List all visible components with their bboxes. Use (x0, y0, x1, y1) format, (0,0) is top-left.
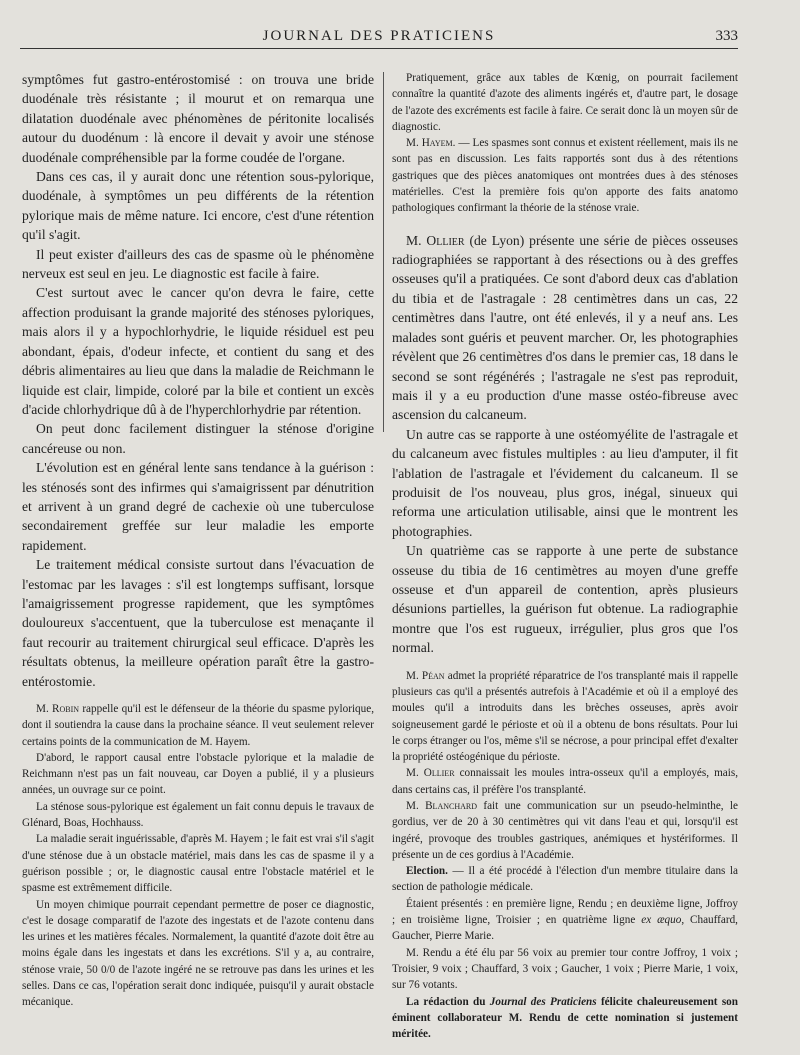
paragraph: C'est surtout avec le cancer qu'on devra le faire, cette affection produisant la grande majorité des sténoses pyloriques, mais alors il y a hypochlorhydrie, le liquide résiduel est peu abondant, épais, d'odeur infecte, et contient du sang et des débris alimentaires au lieu que dans la maladie de Reichmann le liquide est clair, limpide, coloré par la bile et contient un excès d'acide chlorhydrique dû à de l'hyperchlorhydrie par rétention. (22, 285, 374, 417)
section-label: Election. (406, 865, 448, 878)
paragraph: symptômes fut gastro-entérostomisé : on trouva une bride duodénale très résistante ; il mourut et on remarqua une dilatation duodénale avec phénomènes de péritonite localisés autour du duodénum : là encore il devait y avoir une sténose duodénale compréhensible par la forme coudée de l'organe. (22, 72, 374, 165)
discussion-paragraph: M. Blanchard fait une communication sur un pseudo-helminthe, le gordius, ver de 20 à 30 centimètres qui vit dans l'eau et qui, lorsqu'il est ingéré, provoque des troubles gastriques, anémiques et hystériformes. Il présente un de ces gordius à l'Académie. (392, 799, 738, 861)
speaker-name: M. Robin (36, 703, 80, 715)
speaker-name: M. Hayem. (406, 137, 456, 150)
discussion-paragraph: La maladie serait inguérissable, d'après M. Hayem ; le fait est vrai s'il s'agit d'une sténose due à un obstacle matériel, mais dans les cas de spasme il y a guérison possible ; or, le diagnostic causal entre l'obstacle matériel et le spasme est extrêmement difficile. (22, 833, 374, 895)
discussion-paragraph: M. Péan admet la propriété réparatrice de l'os transplanté mais il rappelle plusieurs cas qu'il a présentés autrefois à l'Académie et où il a employé des moules qu'il a introduits dans les brèches osseuses, après avoir soigneusement gardé le périoste et où il a obtenu de bons résultats. Pour lui le corps étranger ou l'os, même s'il se nécrose, a pour principal effet d'exalter la propriété ostéogénique du périoste. (392, 669, 738, 764)
speaker-name: M. Ollier (406, 767, 455, 780)
election-paragraph: Election. — Il a été procédé à l'élection d'un membre titulaire dans la section de pathologie médicale. (392, 865, 738, 894)
journal-title: JOURNAL DES PRATICIENS (262, 28, 496, 44)
discussion-paragraph: Étaient présentés : en première ligne, Rendu ; en deuxième ligne, Joffroy ; en troisième ligne, Troisier ; en quatrième ligne ex æquo, Chauffard, Gaucher, Pierre Marie. (392, 897, 738, 943)
paragraph: Un quatrième cas se rapporte à une perte de substance osseuse du tibia de 16 centimètres au moyen d'une greffe osseuse et d'un appareil de contention, après plusieurs désunions partielles, la guérison fut obtenue. La radiographie montre que l'os est rugueux, irrégulier, plus gros que l'os normal. (392, 543, 738, 656)
speaker-name: M. Blanchard (406, 799, 478, 812)
paragraph: L'évolution est en général lente sans tendance à la guérison : les sténosés sont des infirmes qui s'amaigrissent par dénutrition et arrivent à un grand degré de cachexie où une tuberculose secondairement greffée sur leur maladie les emporte rapidement. (22, 460, 374, 553)
discussion-paragraph: M. Rendu a été élu par 56 voix au premier tour contre Joffroy, 1 voix ; Troisier, 9 voix ; Chauffard, 3 voix ; Gaucher, 1 voix ; Pierre Marie, 1 voix, sur 76 votants. (392, 946, 738, 992)
discussion-paragraph: La sténose sous-pylorique est également un fait connu depuis le travaux de Glénard, Boas, Hochhauss. (22, 800, 374, 830)
paragraph: Un autre cas se rapporte à une ostéomyélite de l'astragale et du calcaneum avec fistules multiples : au lieu d'amputer, il fit l'ablation de l'astragale et l'évidement du calcaneum. Il se produisit de l'os nouveau, plus gros, inégal, sinueux qui reforma une articulation utilisable, ainsi que le montrent les photographies. (392, 426, 738, 539)
discussion-paragraph: M. Hayem. — Les spasmes sont connus et existent réellement, mais ils ne sont pas en discussion. Les faits rapportés sont dus à des rétentions gastriques que des pièces anatomiques ont montrées dues à des sténoses matérielles. C'est la première fois qu'on apporte des faits anatomo pathologiques confirmant la théorie de la sténose vraie. (392, 137, 738, 215)
discussion-paragraph: Pratiquement, grâce aux tables de Kœnig, on pourrait facilement connaître la quantité d'azote des aliments ingérés et, d'autre part, le dosage de l'azote des excréments est facile à faire. Ce serait donc là un moyen sûr de diagnostic. (392, 72, 738, 133)
speaker-name: M. Ollier (406, 232, 465, 248)
left-column (22, 70, 374, 1011)
right-column (392, 70, 738, 1042)
speaker-name: M. Péan (406, 669, 445, 682)
paragraph: Dans ces cas, il y aurait donc une rétention sous-pylorique, duodénale, à symptômes un peu différents de la rétention pylorique mais de même nature. Ici encore, c'est d'une rétention qu'il s'agit. (22, 169, 374, 243)
discussion-paragraph: Un moyen chimique pourrait cependant permettre de poser ce diagnostic, c'est le dosage comparatif de l'azote des ingestats et de l'azote contenu dans les urines et les matières fécales. Normalement, la quantité d'azote doit être au moins égale dans les ingestats et dans les excrétions. S'il y a, au contraire, sténose vraie, 50 0/0 de l'azote ingéré ne se retrouve pas dans les urines et les selles. Dans ce cas, l'opération serait donc indiquée, puisqu'il y aurait obstacle mécanique. (22, 898, 374, 1009)
page-number: 333 (715, 28, 738, 44)
running-header (20, 24, 738, 49)
column-divider (383, 72, 384, 432)
discussion-paragraph: M. Ollier connaissait les moules intra-osseux qu'il a employés, mais, dans certains cas, il préfère l'os transplanté. (392, 767, 738, 796)
paragraph: On peut donc facilement distinguer la sténose d'origine cancéreuse ou non. (22, 421, 374, 456)
discussion-paragraph: M. Robin rappelle qu'il est le défenseur de la théorie du spasme pylorique, dont il soutiendra la cause dans la prochaine séance. Il veut seulement relever certains points de la communication de M. Hayem. (22, 703, 374, 748)
paragraph: M. Ollier (de Lyon) présente une série de pièces osseuses radiographiées se rapportant à des résections ou à des greffes osseuses qu'il a pratiquées. Ce sont d'abord deux cas d'ablation du tibia et de l'astragale : 28 centimètres dans un cas, 22 centimètres dans l'autre, ont été enlevés, il y a neuf ans. Les malades sont guéris et peuvent marcher. Or, les photographies révèlent que 26 centimètres d'os dans le premier cas, 18 dans le second se sont régénérés ; l'astragale ne s'est pas reproduit, mais il y a eu production d'une masse ostéo-fibreuse avec ascension du calcaneum. (392, 232, 738, 423)
closing-paragraph: La rédaction du Journal des Praticiens félicite chaleureusement son éminent collaborateur M. Rendu de cette nomination si justement méritée. (392, 995, 738, 1041)
paragraph: Le traitement médical consiste surtout dans l'évacuation de l'estomac par les lavages : s'il est longtemps suffisant, lorsque l'amaigrissement progresse rapidement, que les symptômes douloureux s'accentuent, que la tuberculose est menaçante il faut recourir au traitement chirurgical seul efficace. D'après les résultats obtenus, la meilleure opération paraît être la gastro-entérostomie. (22, 557, 374, 689)
discussion-paragraph: D'abord, le rapport causal entre l'obstacle pylorique et la maladie de Reichmann n'est pas un fait nouveau, car Doyen a publié, il y a plusieurs années, un ouvrage sur ce point. (22, 751, 374, 797)
paragraph: Il peut exister d'ailleurs des cas de spasme où le phénomène nerveux est seul en jeu. Le diagnostic est facile à faire. (22, 246, 374, 282)
